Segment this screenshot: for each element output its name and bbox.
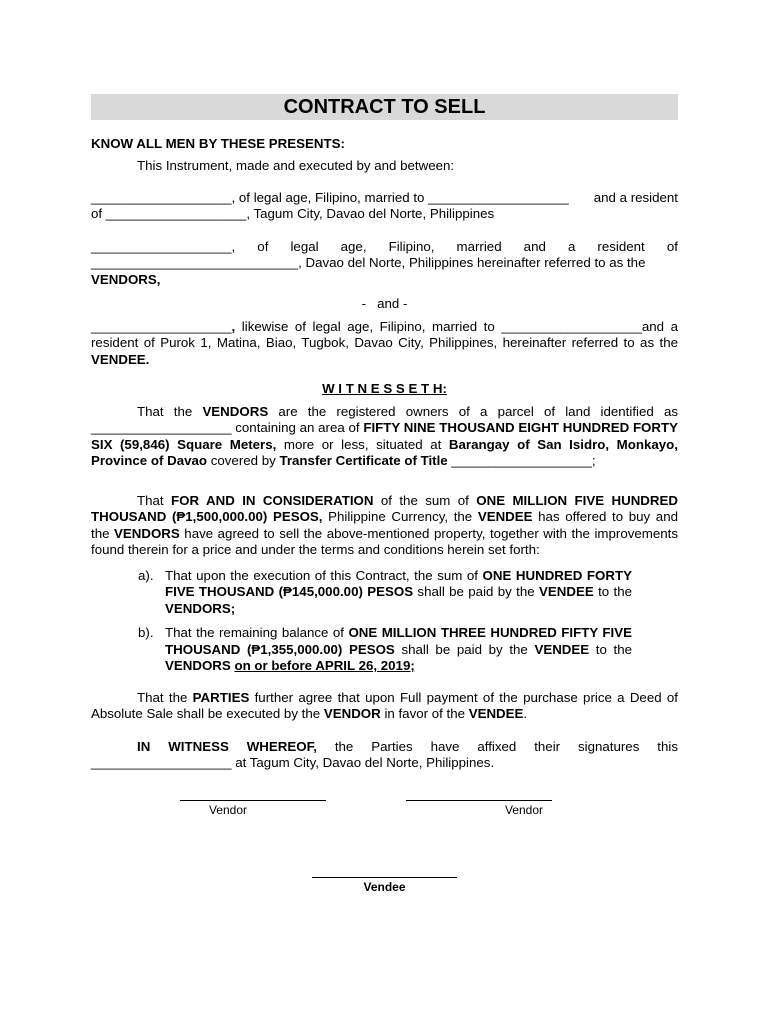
para-text: Philippine Currency, the [322,509,478,525]
party3-text: likewise of legal age, Filipino, married to [235,319,502,334]
consideration-paragraph [91,493,678,559]
party2-word: a [567,239,576,254]
term-amount: ONE MILLION THREE HUNDRED FIFTY FIVE THOUSAND (₱1,355,000.00) PESOS [165,625,632,657]
para-text: more or less, situated at [276,436,449,452]
witness-line1 [91,739,678,755]
party2-word: Filipino, [388,239,435,254]
vendor2-signature-line [406,800,552,801]
witness-word: affixed [477,739,517,754]
tct-text: Transfer Certificate of Title [279,453,448,469]
deed-paragraph [91,690,678,723]
name-blank: ___________________ [91,319,232,334]
para-text: That the [137,690,193,705]
address-blank: ___________________ [105,206,247,222]
party3-paragraph [91,319,678,368]
term-plain: That the remaining balance of [165,625,349,641]
para-text: . [523,706,528,722]
term-bold: VENDEE [534,641,590,657]
para-text: are the registered owners of a parcel of land identified as [268,404,678,419]
party1-line1 [91,190,678,206]
vendor1-signature-line [180,800,326,801]
witnesseth-heading: W I T N E S S E T H: [322,381,447,396]
term-plain: to the [593,584,633,600]
term-label: b). [138,625,154,641]
term-plain: to the [589,641,632,657]
party2-word: married [456,239,502,254]
term-plain: shall be paid by the [413,584,540,600]
para-bold: VENDEE [477,509,533,525]
para-text: containing an area of [231,420,364,436]
para-text: of the sum of [373,493,477,508]
para-bold: VENDOR [323,706,381,722]
para-bold: FOR AND IN CONSIDERATION [171,493,374,508]
payment-terms-list [138,568,632,674]
party1-of: of [91,206,106,222]
para-bold: VENDORS [114,525,180,541]
para-text: has offered to buy and the [91,509,678,541]
payment-term-b [138,625,632,674]
para-bold: PARTIES [192,690,250,705]
para-text: in favor of the [380,706,469,722]
party3-comma: , [231,319,236,334]
party1-paragraph [91,190,678,223]
para-bold: VENDEE [468,706,524,722]
witness-word: their [534,739,561,754]
document-title: CONTRACT TO SELL [91,94,678,120]
term-bold: VENDORS [165,658,231,674]
party2-line1 [91,239,678,255]
vendor1-label: Vendor [208,803,248,817]
witness-paragraph [91,739,678,772]
para-text: covered by [207,453,280,469]
para-text: further agree that upon Full payment of the purchase price a Deed of Absolute Sale shall be executed by the [91,690,678,722]
witness-word: have [430,739,460,754]
vendee-label: VENDEE. [91,351,150,367]
payment-term-a [138,568,632,617]
term-plain: shall be paid by the [394,641,535,657]
party1-address: , Tagum City, Davao del Norte, Philippines [246,206,495,222]
party2-address: , Davao del Norte, Philippines hereinafter referred to as the [298,255,646,271]
location-text: Barangay of San Isidro, Monkayo, Province of Davao [91,436,678,469]
party2-word: resident [597,239,645,254]
party2-paragraph [91,239,678,288]
party2-word: , [231,239,236,254]
date-blank: ___________________ [91,755,232,771]
name-blank: ___________________ [91,190,232,205]
term-bold: VENDORS; [165,600,236,616]
party1-line2 [91,206,678,222]
vendee-signature-line [312,877,457,878]
address-blank: ____________________________ [91,255,299,271]
term-label: a). [138,568,154,583]
term-bold: VENDEE [539,584,594,600]
term-amount: ONE HUNDRED FORTY FIVE THOUSAND (₱145,000.00) PESOS [165,568,632,600]
term-deadline: on or before APRIL 26, 2019; [234,658,415,674]
witness-word: this [657,739,678,754]
term-text [165,625,632,674]
party1-resident-text: and a resident [593,190,678,205]
witness-word: Parties [371,739,413,754]
witness-word: WITNESS [168,739,229,754]
term-plain: That upon the execution of this Contract, the sum of [165,568,483,583]
party2-word: of [666,239,678,254]
spouse-blank: ___________________ [428,190,569,205]
party1-text: , of legal age, Filipino, married to [231,190,429,205]
party2-word: age, [340,239,367,254]
para-text: have agreed to sell the above-mentioned property, together with the improvements found therein for a price and under the terms and conditions herein set forth: [91,525,678,558]
name-blank: ___________________ [91,239,232,254]
party3-resident-text: and a resident of Purok 1, Matina, Biao, Tugbok, Davao City, Philippines, hereinafter referred to as the [91,319,678,351]
property-paragraph [91,404,678,470]
witness-word: WHEREOF, [246,739,317,754]
witness-place: at Tagum City, Davao del Norte, Philippines. [231,755,495,771]
term-text [165,568,632,617]
para-text: That [137,493,172,508]
party2-word: legal [290,239,319,254]
area-text: FIFTY NINE THOUSAND EIGHT HUNDRED FORTY SIX (59,846) Square Meters, [91,420,678,452]
para-text: That the [137,404,203,419]
vendee-label: Vendee [363,880,406,894]
vendor2-label: Vendor [504,803,544,817]
witness-word: IN [137,739,151,754]
vendors-label: VENDORS, [91,271,161,287]
witness-word: signatures [578,739,640,754]
witness-line2 [91,755,678,771]
opening-intro: This Instrument, made and executed by and between: [137,158,455,173]
spouse-blank: ___________________ [501,319,642,334]
and-separator: - and - [361,296,408,311]
witness-word: the [334,739,354,754]
party2-line2 [91,255,678,271]
title-blank: ___________________ [91,420,232,436]
party2-word: and [523,239,546,254]
para-bold: VENDORS [202,404,269,419]
tct-blank: ___________________; [451,453,596,469]
party2-word: of [257,239,269,254]
price-text: ONE MILLION FIVE HUNDRED THOUSAND (₱1,500,000.00) PESOS, [91,493,678,525]
opening-heading: KNOW ALL MEN BY THESE PRESENTS: [91,136,345,151]
